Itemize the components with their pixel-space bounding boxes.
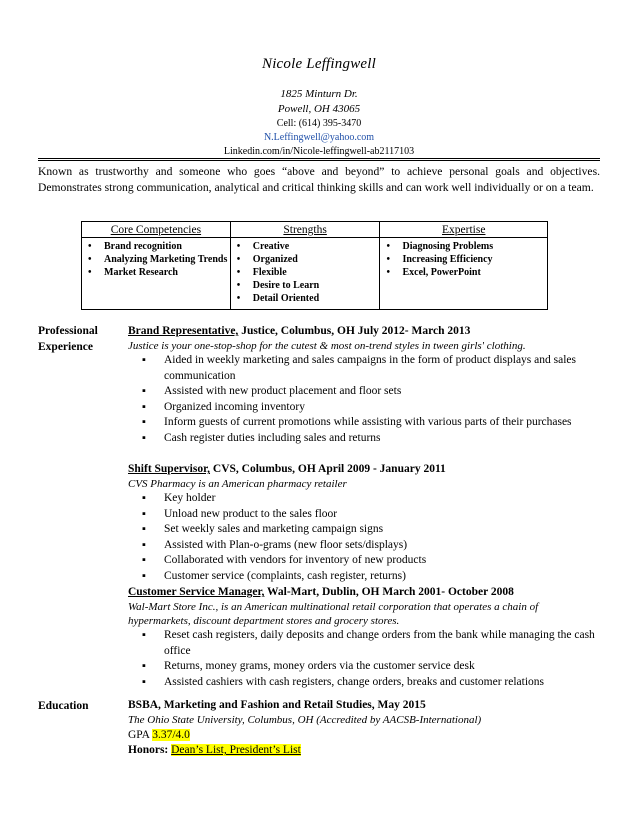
job-justice — [128, 323, 603, 446]
linkedin-link[interactable]: Linkedin.com/in/Nicole-leffingwell-ab2117103 — [223, 146, 415, 157]
job-employer-dates: CVS, Columbus, OH April 2009 - January 2011 — [210, 463, 446, 475]
list-item: ▪ Cash register duties including sales and returns — [164, 431, 603, 447]
gpa-line — [128, 728, 603, 743]
job-employer-dates: Justice, Columbus, OH July 2012- March 2013 — [238, 325, 471, 337]
address-line-1: 1825 Minturn Dr. — [280, 88, 358, 100]
job-duties — [128, 491, 603, 584]
address-line-2: Powell, OH 43065 — [277, 103, 361, 115]
job-role: Brand Representative, — [128, 325, 239, 337]
list-item: ▪ Assisted with new product placement and floor sets — [164, 384, 603, 400]
section-label-line: Professional — [38, 325, 98, 337]
job-title — [128, 461, 603, 477]
job-duties — [128, 353, 603, 446]
list-item: ▪ Aided in weekly marketing and sales campaigns in the form of product displays and sales communication — [164, 353, 603, 384]
job-title — [128, 584, 603, 600]
degree: BSBA, Marketing and Fashion and Retail Studies, May 2015 — [128, 699, 426, 711]
list-item: ▪ Set weekly sales and marketing campaign signs — [164, 522, 603, 538]
candidate-name: Nicole Leffingwell — [261, 56, 376, 72]
core-competencies-cell — [82, 238, 231, 310]
job-employer-dates: Wal-Mart, Dublin, OH March 2001- October 2008 — [264, 586, 514, 598]
list-item: ▪ Returns, money grams, money orders via the customer service desk — [164, 659, 603, 675]
school: The Ohio State University, Columbus, OH (Accredited by AACSB-International) — [128, 714, 482, 726]
list-item: ▪ Assisted with Plan-o-grams (new floor sets/displays) — [164, 538, 603, 554]
header-divider-bottom — [38, 160, 600, 161]
list-item: ▪ Collaborated with vendors for inventory of new products — [164, 553, 603, 569]
list-item: ▪ Reset cash registers, daily deposits and change orders from the bank while managing the cash office — [164, 628, 603, 659]
honors-value: Dean’s List, President’s List — [171, 744, 301, 756]
job-role: Customer Service Manager, — [128, 586, 265, 598]
summary-paragraph: Known as trustworthy and someone who goes “above and beyond” to achieve personal goals and objectives. Demonstrates strong communication, analytical and critical thinking skills and can work well individually or on a team. — [38, 165, 600, 194]
list-item: • Analyzing Marketing Trends — [104, 253, 228, 266]
core-competencies-header: Core Competencies — [82, 222, 231, 238]
strengths-cell — [230, 238, 380, 310]
job-title — [128, 323, 603, 339]
experience-section-label — [38, 323, 98, 355]
list-item: ▪ Organized incoming inventory — [164, 400, 603, 416]
resume-header — [0, 56, 638, 159]
expertise-cell — [380, 238, 548, 310]
job-role: Shift Supervisor, — [128, 463, 211, 475]
email-link[interactable]: N.Leffingwell@yahoo.com — [263, 132, 375, 143]
list-item: • Brand recognition — [104, 240, 228, 253]
list-item: • Excel, PowerPoint — [402, 266, 545, 279]
list-item: ▪ Inform guests of current promotions while assisting with various parts of their purchases — [164, 415, 603, 431]
competencies-table — [81, 221, 548, 310]
job-cvs — [128, 461, 603, 584]
job-description: Justice is your one-stop-shop for the cutest & most on-trend styles in tween girls' clothing. — [128, 340, 526, 352]
job-walmart — [128, 584, 603, 690]
header-divider-top — [38, 158, 600, 159]
list-item: ▪ Assisted cashiers with cash registers, change orders, breaks and customer relations — [164, 675, 603, 691]
list-item: • Flexible — [253, 266, 378, 279]
list-item: • Increasing Efficiency — [402, 253, 545, 266]
list-item: ▪ Key holder — [164, 491, 603, 507]
expertise-header: Expertise — [380, 222, 548, 238]
list-item: • Creative — [253, 240, 378, 253]
education-section-label: Education — [38, 700, 89, 712]
list-item: ▪ Customer service (complaints, cash register, returns) — [164, 569, 603, 585]
list-item: ▪ Unload new product to the sales floor — [164, 507, 603, 523]
list-item: • Organized — [253, 253, 378, 266]
gpa-label: GPA — [128, 729, 153, 741]
gpa-value: 3.37/4.0 — [152, 729, 190, 741]
section-label-line: Experience — [38, 341, 93, 353]
list-item: • Desire to Learn — [253, 279, 378, 292]
list-item: • Detail Oriented — [253, 292, 378, 305]
education-block — [128, 698, 603, 758]
cell-phone: Cell: (614) 395-3470 — [276, 118, 362, 129]
strengths-header: Strengths — [230, 222, 380, 238]
honors-line — [128, 743, 603, 758]
honors-label: Honors: — [128, 744, 172, 756]
job-duties — [128, 628, 603, 690]
job-description: CVS Pharmacy is an American pharmacy retailer — [128, 478, 347, 490]
list-item: • Diagnosing Problems — [402, 240, 545, 253]
list-item: • Market Research — [104, 266, 228, 279]
job-description: Wal-Mart Store Inc., is an American multinational retail corporation that operates a chain of hypermarkets, discount department stores and grocery stores. — [128, 601, 539, 627]
